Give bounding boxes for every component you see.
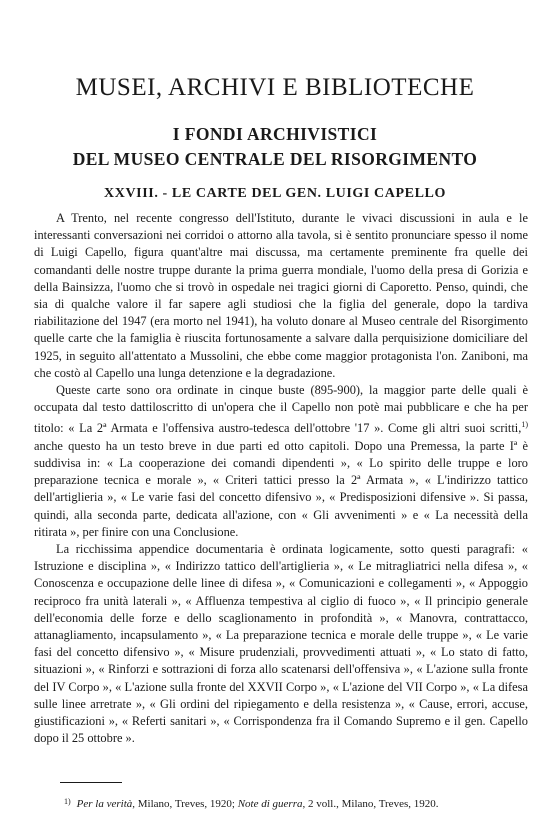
paragraph-1: A Trento, nel recente congresso dell'Istituto, durante le vivaci discussioni in aula e le interessanti conversazioni nei corridoi o attorno alla tavola, si è sentito pronunciare spesso il nome di Luigi Capello, figura quant'altre mai discussa, ma certamente preminente fra quelle dei comandanti delle nostre truppe durante la prima guerra mondiale, l'uomo della presa di Gorizia e della Bainsizza, l'uomo che si trovò in ospedale nei tragici giorni di Caporetto. Penso, quindi, che sia di qualche valore il far sapere agli studiosi che la figlia del generale, dopo la tardiva riabilitazione del 1947 (era morto nel 1941), ha voluto donare al Museo centrale del Risorgimento quelle carte che la famiglia è riuscita fortunosamente a salvare dalla perquisizione domiciliare del 1925, in seguito all'attentato a Mussolini, che ebbe come maggior protagonista l'on. Zaniboni, ma che costò al Capello una lunga detenzione e la degradazione. — [34, 211, 528, 380]
article-subtitle: XXVIII. - LE CARTE DEL GEN. LUIGI CAPELLO — [104, 186, 446, 201]
article-title-line-1: I FONDI ARCHIVISTICI — [172, 124, 378, 144]
footnote-title-2: Note di guerra — [237, 798, 303, 810]
paragraph-2-part-a: Queste carte sono ora ordinate in cinque buste (895-900), la maggior parte delle quali è occupata dal testo dattiloscritto di un'opera che il Capello non potè mai pubblicare e che ha per titolo: « La 2ª Armata e l'offensiva austro-tedesca dell'ottobre '17 ». Come gli altri suoi scritti, — [34, 383, 528, 436]
article-title-line-2: DEL MUSEO CENTRALE DEL RISORGIMENTO — [72, 149, 478, 169]
footnote-divider — [60, 782, 122, 783]
footnote-text-2: , 2 voll., Milano, Treves, 1920. — [302, 798, 439, 810]
footnote-text-1: , Milano, Treves, 1920; — [132, 798, 238, 810]
footnote-title-1: Per la verità — [76, 798, 133, 810]
footnote-reference: 1) — [521, 420, 528, 430]
paragraph-2-part-b: anche questo ha un testo breve in due parti ed otto capitoli. Dopo una Premessa, la parte Iª è suddivisa in: « La cooperazione dei comandi dipendenti », « Lo spirito delle truppe e loro preparazione tecnica e morale », « Criteri tattici presso la 2ª Armata », « L'indirizzo tattico dell'artiglieria », « Le varie fasi del concetto difensivo », « Predisposizioni difensive ». Si passa, quindi, alla seconda parte, dedicata all'azione, con « Gli avvenimenti » e « La necessità della ritirata », per finire con una Conclusione. — [34, 438, 528, 539]
paragraph-2 — [34, 382, 528, 541]
footnote — [64, 795, 438, 811]
footnote-marker: 1) — [64, 797, 71, 806]
article-title — [0, 122, 550, 172]
section-title: MUSEI, ARCHIVI E BIBLIOTECHE — [75, 74, 475, 101]
article-body — [34, 210, 528, 747]
paragraph-3: La ricchissima appendice documentaria è ordinata logicamente, sotto questi paragrafi: « Istruzione e disciplina », « Indirizzo tattico dell'artiglieria », « Le mitragliatrici nella difesa », « Conoscenza e occupazione delle linee di difesa », « Comunicazioni e collegamenti », « Appoggio reciproco fra unità laterali », « Affluenza tempestiva al ciglio di fuoco », « Il principio generale dell'economia delle forze e dello scaglionamento in profondità », « Manovra, contrattacco, attanagliamento, incapsulamento », « La preparazione tecnica e morale delle truppe », « Le varie fasi del concetto difensivo », « Misure prudenziali, provvedimenti attuati », « Lo stato di fatto, situazioni », « Rinforzi e sottrazioni di forza allo scatenarsi dell'offensiva », « L'azione sulla fronte del IV Corpo », « L'azione sulla fronte del XXVII Corpo », « L'azione del VII Corpo », « La difesa sulle linee arretrate », « Gli ordini del ripiegamento e della resistenza », « Cause, errori, accuse, giustificazioni », « Referti sanitari », « Corrispondenza fra il Comando Supremo e il gen. Capello dopo il 25 ottobre ». — [34, 541, 528, 746]
